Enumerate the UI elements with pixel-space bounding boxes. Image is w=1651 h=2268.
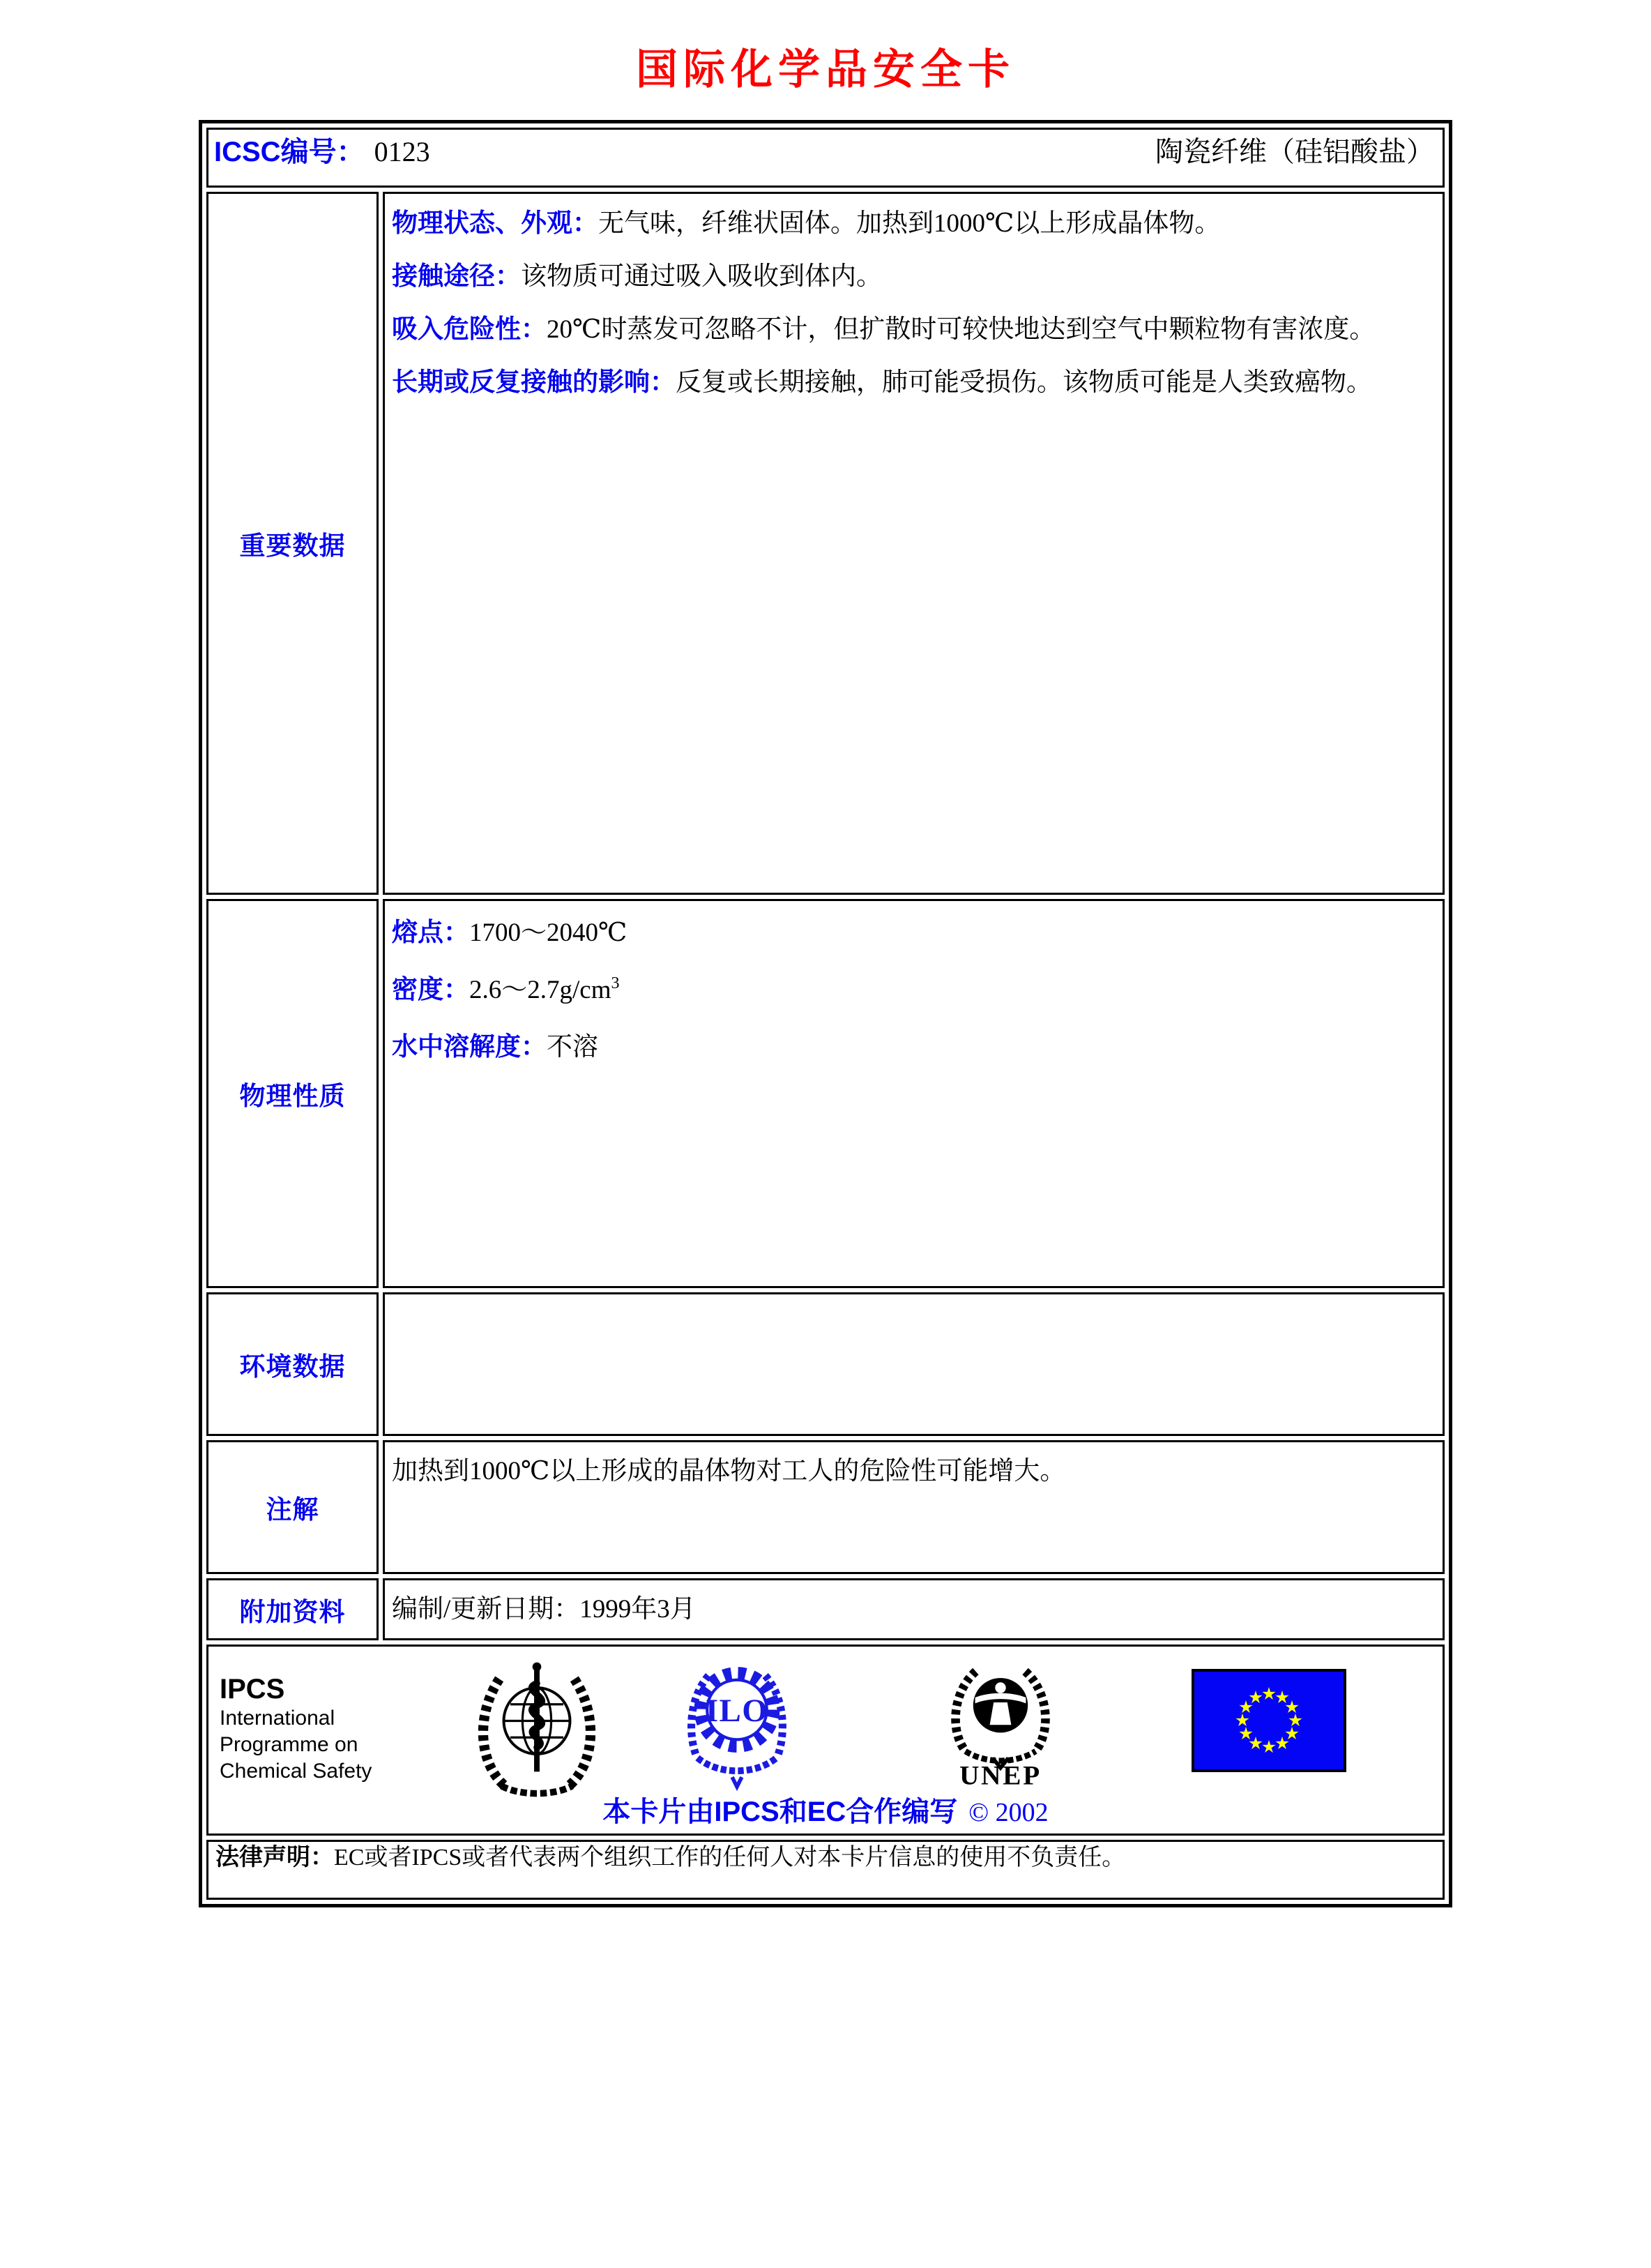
important-item-appearance — [392, 197, 1433, 250]
desc-melting-point: 1700～2040℃ — [469, 918, 627, 947]
unep-logo-icon — [942, 1656, 1059, 1787]
legal-term: 法律声明： — [215, 1844, 334, 1870]
section-label-additional-info: 附加资料 — [206, 1578, 379, 1640]
section-label-notes: 注解 — [206, 1440, 379, 1574]
header-cell — [206, 128, 1445, 188]
important-item-exposure-routes — [392, 250, 1433, 303]
section-label-physical-properties: 物理性质 — [206, 899, 379, 1288]
term-melting-point: 熔点： — [392, 918, 469, 946]
physical-properties-content — [383, 899, 1445, 1288]
desc-inhalation-risk: 20℃时蒸发可忽略不计，但扩散时可较快地达到空气中颗粒物有害浓度。 — [547, 315, 1376, 344]
additional-info-content: 编制/更新日期：1999年3月 — [383, 1578, 1445, 1640]
table-row-important-data — [206, 192, 1445, 895]
chemical-name: 陶瓷纤维（硅铝酸盐） — [1155, 136, 1434, 167]
desc-longterm-effects: 反复或长期接触，肺可能受损伤。该物质可能是人类致癌物。 — [676, 368, 1372, 397]
table-row-additional-info — [206, 1578, 1445, 1640]
density-superscript: 3 — [611, 974, 620, 992]
physical-item-melting-point — [392, 904, 1433, 961]
ipcs-line-2: Programme on — [220, 1733, 358, 1756]
table-row-environmental-data — [206, 1292, 1445, 1436]
term-inhalation-risk: 吸入危险性： — [392, 315, 547, 343]
important-item-inhalation-risk — [392, 303, 1433, 356]
important-data-content — [383, 192, 1445, 895]
ilo-logo-icon — [684, 1658, 790, 1794]
icsc-table — [199, 120, 1452, 1907]
term-longterm-effects: 长期或反复接触的影响： — [392, 368, 676, 396]
physical-item-water-solubility — [392, 1018, 1433, 1075]
desc-density: 2.6～2.7g/cm — [469, 976, 611, 1004]
page-title: 国际化学品安全卡 — [636, 47, 1015, 93]
term-water-solubility: 水中溶解度： — [392, 1032, 547, 1061]
icsc-number-value: 0123 — [374, 136, 430, 167]
icsc-card-page — [0, 36, 1651, 2268]
eu-flag-icon — [1192, 1669, 1346, 1772]
environmental-data-content — [383, 1292, 1445, 1436]
important-item-longterm-effects — [392, 356, 1433, 409]
copyright-text: © 2002 — [968, 1798, 1049, 1827]
table-row-physical-properties — [206, 899, 1445, 1288]
notes-content: 加热到1000℃以上形成的晶体物对工人的危险性可能增大。 — [383, 1440, 1445, 1574]
ipcs-text-block — [220, 1673, 372, 1785]
icsc-number-label: ICSC编号： — [214, 137, 365, 167]
ilo-letters: ILO — [705, 1693, 769, 1730]
credit-text: 本卡片由IPCS和EC合作编写 — [602, 1797, 958, 1827]
desc-exposure-routes: 该物质可通过吸入吸收到体内。 — [521, 262, 882, 291]
ipcs-line-3: Chemical Safety — [220, 1760, 372, 1783]
icsc-number-group — [214, 130, 430, 169]
credit-line — [208, 1790, 1443, 1829]
unep-letters: UNEP — [959, 1760, 1042, 1787]
legal-text: EC或者IPCS或者代表两个组织工作的任何人对本卡片信息的使用不负责任。 — [334, 1845, 1126, 1870]
table-row-notes — [206, 1440, 1445, 1574]
ipcs-acronym: IPCS — [220, 1674, 285, 1704]
who-logo-icon — [471, 1654, 603, 1801]
section-label-environmental-data: 环境数据 — [206, 1292, 379, 1436]
term-density: 密度： — [392, 975, 469, 1004]
ipcs-line-1: International — [220, 1707, 335, 1730]
section-label-important-data: 重要数据 — [206, 192, 379, 895]
table-row-header — [206, 128, 1445, 188]
desc-water-solubility: 不溶 — [547, 1033, 598, 1061]
physical-item-density — [392, 961, 1433, 1018]
desc-physical-state: 无气味，纤维状固体。加热到1000℃以上形成晶体物。 — [598, 209, 1221, 238]
logos-cell — [206, 1645, 1445, 1836]
table-row-legal — [206, 1840, 1445, 1900]
table-row-logos — [206, 1645, 1445, 1836]
legal-cell — [206, 1840, 1445, 1900]
term-physical-state: 物理状态、外观： — [392, 209, 598, 237]
term-exposure-routes: 接触途径： — [392, 262, 521, 290]
